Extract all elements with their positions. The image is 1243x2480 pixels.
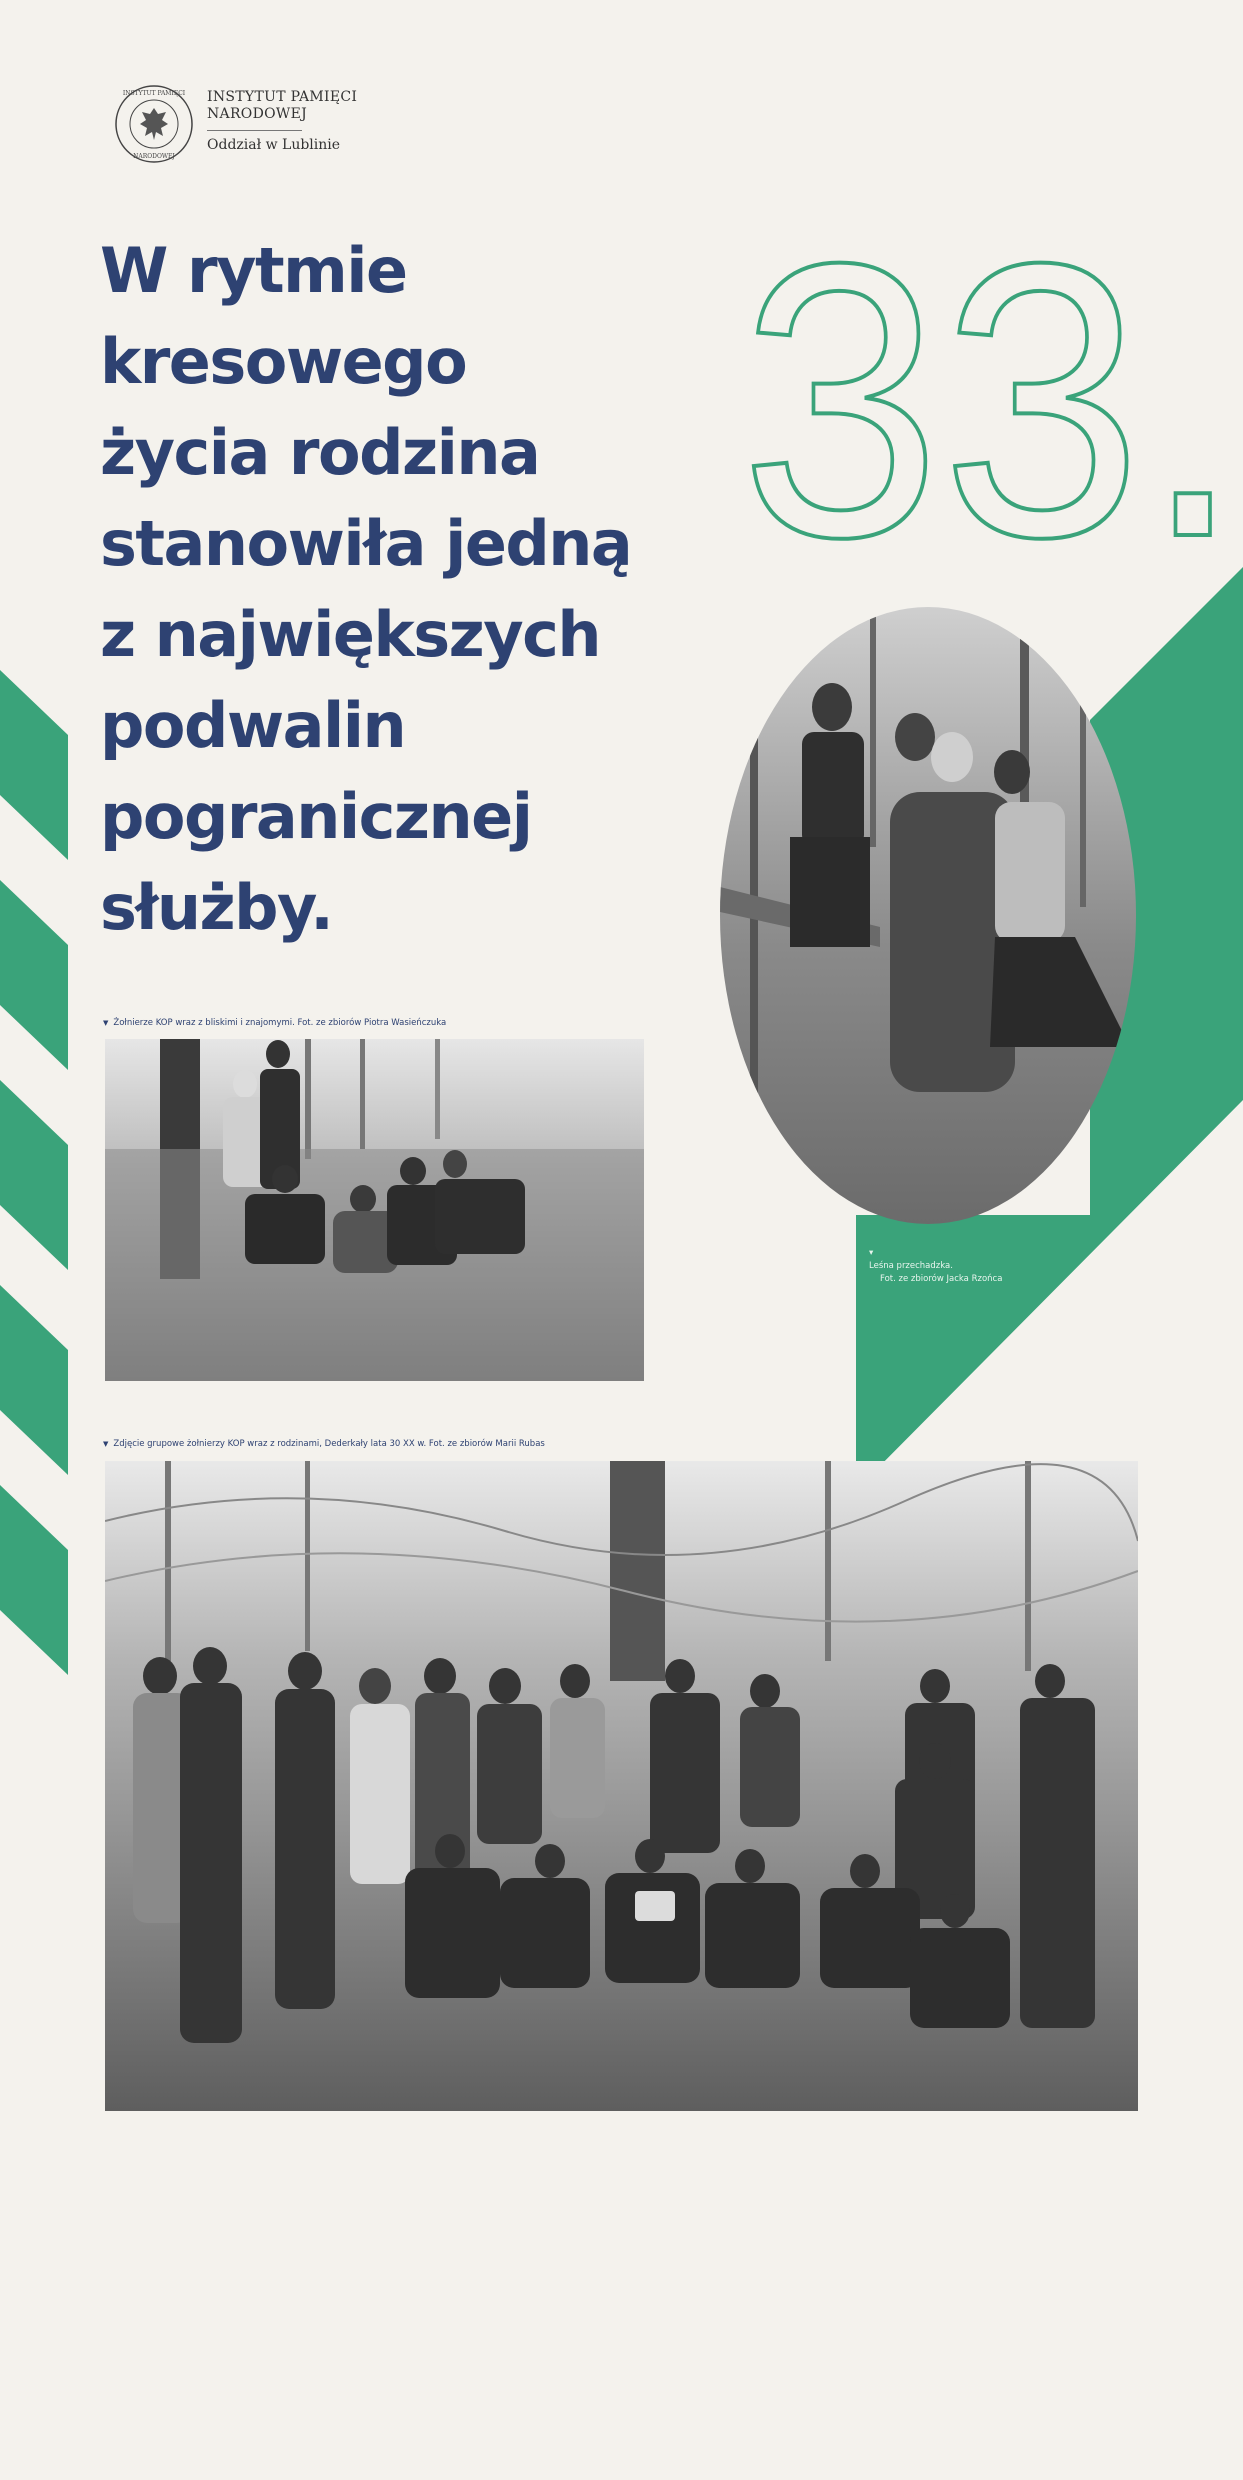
oval-caption-title: Leśna przechadzka.	[869, 1261, 953, 1271]
oval-caption-line-2: Fot. ze zbiorów Jacka Rzońca	[880, 1274, 1003, 1284]
institute-name	[207, 89, 357, 153]
title-line: podwalin	[100, 689, 406, 762]
triangle-down-icon: ▼	[103, 1440, 109, 1448]
branch-name: Oddział w Lublinie	[207, 137, 341, 153]
institute-line-1: INSTYTUT PAMIĘCI	[207, 89, 358, 105]
title-line: kresowego	[100, 325, 467, 398]
oval-photo-caption	[869, 1247, 1002, 1286]
title-line: z największych	[100, 598, 601, 671]
title-line: życia rodzina	[100, 416, 540, 489]
page-title	[100, 225, 660, 953]
ipn-logo	[114, 84, 194, 164]
left-stripes	[0, 670, 70, 1680]
oval-caption-line-1	[869, 1247, 1002, 1273]
section-number-text: 33.	[740, 220, 1243, 550]
title-line: W rytmie	[100, 234, 407, 307]
small-photo-caption-text: Żołnierze KOP wraz z bliskimi i znajomymi. Fot. ze zbiorów Piotra Wasieńczuka	[113, 1018, 447, 1028]
svg-text:INSTYTUT PAMIĘCI: INSTYTUT PAMIĘCI	[122, 90, 186, 97]
section-number	[740, 220, 1243, 550]
group-photo-caption	[103, 1439, 545, 1449]
photo-soldiers-with-relatives	[105, 1039, 644, 1381]
logo-divider	[207, 130, 302, 131]
triangle-down-icon: ▾	[869, 1248, 874, 1258]
eagle-seal-icon	[114, 84, 194, 164]
group-photo-caption-text: Zdjęcie grupowe żołnierzy KOP wraz z rodzinami, Dederkały lata 30 XX w. Fot. ze zbiorów Marii Rubas	[113, 1439, 545, 1449]
institute-line-2: NARODOWEJ	[207, 106, 308, 122]
svg-text:NARODOWEJ: NARODOWEJ	[133, 153, 175, 160]
small-photo-caption	[103, 1018, 446, 1028]
triangle-down-icon: ▼	[103, 1019, 109, 1027]
title-line: pogranicznej	[100, 780, 532, 853]
title-line: służby.	[100, 871, 333, 944]
oval-photo-forest-walk	[720, 607, 1136, 1224]
title-line: stanowiła jedną	[100, 507, 632, 580]
group-photo-soldiers-families	[105, 1461, 1138, 2111]
